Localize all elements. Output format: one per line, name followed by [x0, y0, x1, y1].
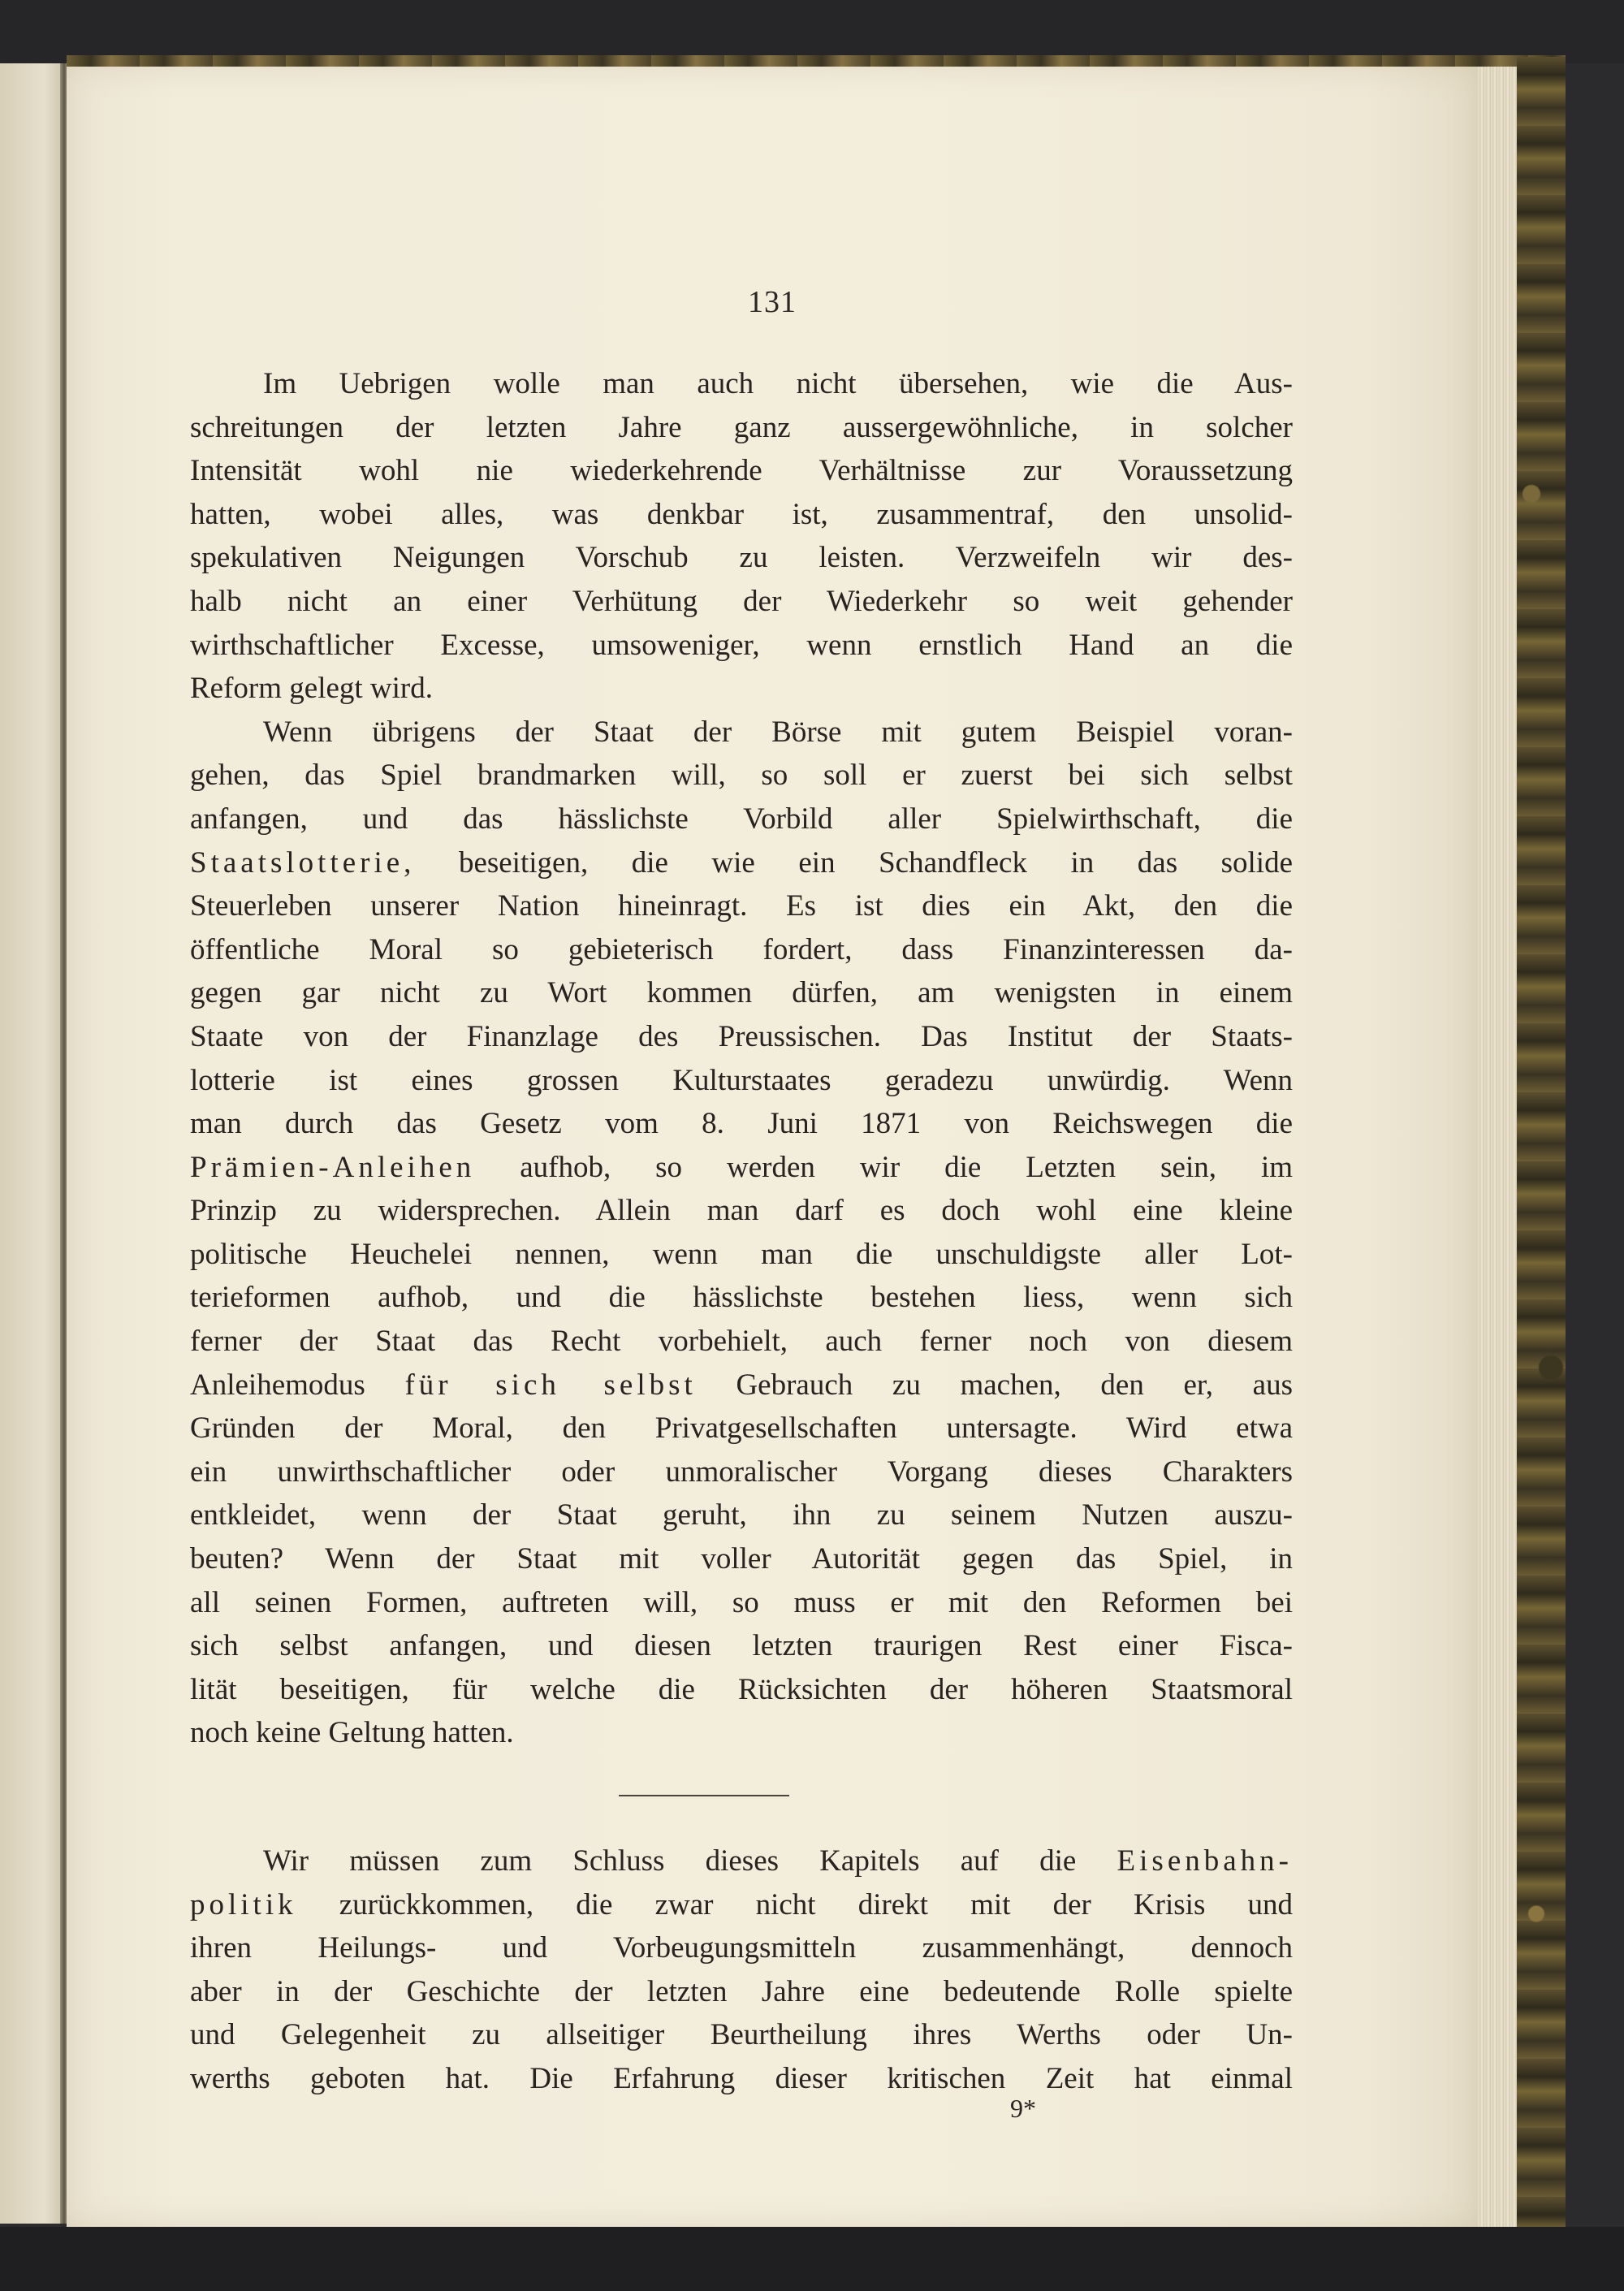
emphasized-term: politik	[190, 1887, 297, 1921]
text-line: Intensität wohl nie wiederkehrende Verhältnisse zur Voraussetzung	[190, 454, 1293, 488]
text-line	[190, 841, 1293, 885]
text-line: entkleidet, wenn der Staat geruht, ihn zu seinem Nutzen auszu-	[190, 1498, 1293, 1532]
emphasized-term: für sich selbst	[404, 1368, 697, 1402]
text-line: lität beseitigen, für welche die Rücksichten der höheren Staatsmoral	[190, 1672, 1293, 1706]
text-line: sich selbst anfangen, und diesen letzten traurigen Rest einer Fisca-	[190, 1629, 1293, 1663]
text-segment: Anleihemodus	[190, 1368, 405, 1402]
text-line: und Gelegenheit zu allseitiger Beurtheilung ihres Werths oder Un-	[190, 2018, 1293, 2052]
text-line: hatten, wobei alles, was denkbar ist, zusammentraf, den unsolid-	[190, 497, 1293, 531]
text-segment: Gebrauch zu machen, den er, aus	[696, 1368, 1293, 1402]
text-line: Im Uebrigen wolle man auch nicht übersehen, wie die Aus-	[263, 367, 1293, 400]
paragraph-1	[190, 362, 1293, 711]
text-segment: zurückkommen, die zwar nicht direkt mit der Krisis und	[296, 1887, 1293, 1921]
text-line: wirthschaftlicher Excesse, umsoweniger, wenn ernstlich Hand an die	[190, 628, 1293, 662]
text-line: Wenn übrigens der Staat der Börse mit gutem Beispiel voran-	[263, 715, 1293, 749]
text-line: Steuerleben unserer Nation hineinragt. Es ist dies ein Akt, den die	[190, 889, 1293, 923]
text-line: politische Heuchelei nennen, wenn man die unschuldigste aller Lot-	[190, 1237, 1293, 1271]
text-line: gehen, das Spiel brandmarken will, so soll er zuerst bei sich selbst	[190, 759, 1293, 793]
text-line	[190, 1146, 1293, 1190]
text-line: öffentliche Moral so gebieterisch fordert, dass Finanzinteressen da-	[190, 932, 1293, 966]
paragraph-2	[190, 711, 1293, 1755]
text-line: ein unwirthschaftlicher oder unmoralischer Vorgang dieses Charakters	[190, 1455, 1293, 1489]
text-line	[190, 1364, 1293, 1407]
text-line: anfangen, und das hässlichste Vorbild aller Spielwirthschaft, die	[190, 802, 1293, 836]
text-line: Gründen der Moral, den Privatgesellschaften untersagte. Wird etwa	[190, 1411, 1293, 1446]
text-line: Prinzip zu widersprechen. Allein man darf es doch wohl eine kleine	[190, 1194, 1293, 1228]
text-line: lotterie ist eines grossen Kulturstaates geradezu unwürdig. Wenn	[190, 1063, 1293, 1097]
text-segment: aufhob, so werden wir die Letzten sein, im	[475, 1150, 1293, 1184]
facing-page-edge	[0, 63, 63, 2224]
text-line: terieformen aufhob, und die hässlichste bestehen liess, wenn sich	[190, 1281, 1293, 1315]
section-divider	[619, 1795, 789, 1796]
text-segment: Wir müssen zum Schluss dieses Kapitels auf die	[263, 1844, 1117, 1878]
marbled-cover-edge	[1517, 57, 1566, 2241]
text-line: noch keine Geltung hatten.	[190, 1716, 514, 1750]
text-line: man durch das Gesetz vom 8. Juni 1871 von Reichswegen die	[190, 1107, 1293, 1141]
emphasized-term: Staatslotterie,	[190, 845, 416, 880]
text-line: beuten? Wenn der Staat mit voller Autorität gegen das Spiel, in	[190, 1542, 1293, 1576]
paragraph-3	[190, 1839, 1293, 2101]
signature-mark: 9*	[1010, 2094, 1036, 2123]
page-stack-edges	[1478, 67, 1517, 2227]
emphasized-term: Eisenbahn-	[1116, 1844, 1293, 1878]
text-line: schreitungen der letzten Jahre ganz aussergewöhnliche, in solcher	[190, 410, 1293, 444]
text-line: Reform gelegt wird.	[190, 672, 433, 706]
text-line: all seinen Formen, auftreten will, so muss er mit den Reformen bei	[190, 1585, 1293, 1619]
book-page	[67, 67, 1478, 2227]
scanner-background-bottom	[0, 2227, 1624, 2291]
text-line: aber in der Geschichte der letzten Jahre eine bedeutende Rolle spielte	[190, 1974, 1293, 2008]
text-line	[190, 1883, 1293, 1927]
text-line: spekulativen Neigungen Vorschub zu leisten. Verzweifeln wir des-	[190, 541, 1293, 575]
text-line: halb nicht an einer Verhütung der Wiederkehr so weit gehender	[190, 584, 1293, 618]
text-line: Staate von der Finanzlage des Preussischen. Das Institut der Staats-	[190, 1019, 1293, 1053]
text-block-main	[190, 362, 1293, 1755]
emphasized-term: Prämien-Anleihen	[190, 1150, 476, 1184]
text-line	[190, 1839, 1293, 1883]
text-line: werths geboten hat. Die Erfahrung dieser kritischen Zeit hat einmal	[190, 2061, 1293, 2095]
scanner-background-top	[0, 0, 1624, 63]
page-number: 131	[748, 285, 797, 319]
text-line: gegen gar nicht zu Wort kommen dürfen, am wenigsten in einem	[190, 976, 1293, 1010]
text-line: ihren Heilungs- und Vorbeugungsmitteln zusammenhängt, dennoch	[190, 1931, 1293, 1965]
text-line: ferner der Staat das Recht vorbehielt, auch ferner noch von diesem	[190, 1325, 1293, 1359]
text-block-section	[190, 1839, 1293, 2101]
text-segment: beseitigen, die wie ein Schandfleck in das solide	[415, 845, 1293, 880]
